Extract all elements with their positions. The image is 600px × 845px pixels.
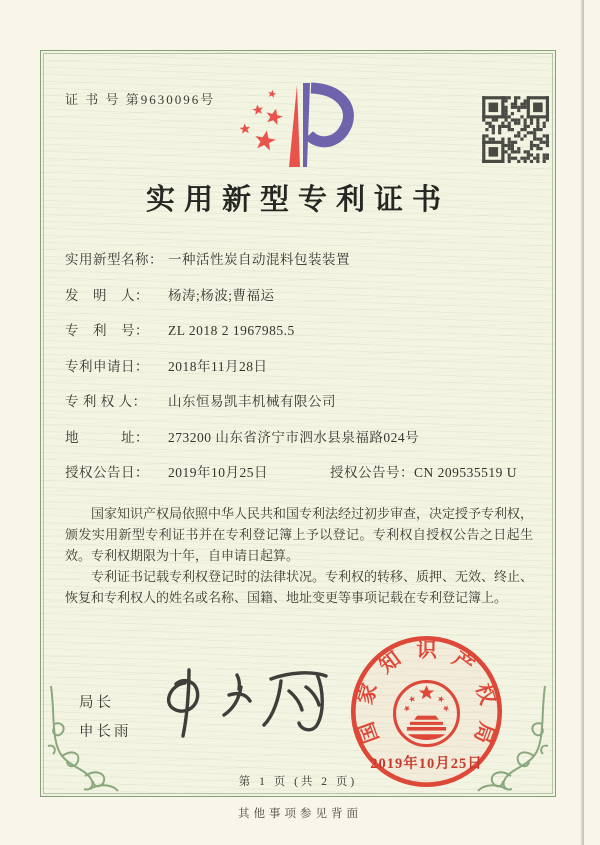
officer-title: 局长 — [79, 695, 114, 711]
field-value: 2019年10月25日 — [168, 465, 268, 480]
cnipa-logo-icon — [232, 73, 364, 175]
svg-text:产: 产 — [447, 647, 478, 678]
commissioner-signature — [153, 663, 353, 743]
field-value: 一种活性炭自动混料包装装置 — [168, 252, 350, 267]
seal-date: 2019年10月25日 — [370, 756, 483, 772]
field-label: 授权公告日： — [65, 465, 149, 480]
field-value: 273200 山东省济宁市泗水县泉福路024号 — [168, 429, 420, 445]
certificate-frame — [40, 50, 556, 797]
qr-code — [479, 93, 549, 163]
field-filing-date — [65, 358, 535, 375]
field-utility-name — [65, 251, 535, 268]
field-value: 杨涛;杨波;曹福运 — [168, 287, 275, 303]
field-grant-info — [65, 464, 535, 481]
svg-text:权: 权 — [471, 681, 499, 708]
svg-text:国: 国 — [355, 718, 384, 746]
legal-text — [65, 503, 533, 608]
field-patentee — [65, 393, 535, 410]
field-value: 2018年11月28日 — [168, 358, 268, 374]
svg-text:家: 家 — [354, 681, 382, 708]
field-label: 专利申请日： — [65, 358, 149, 374]
field-value: CN 209535519 U — [414, 465, 518, 480]
field-label: 地 址： — [65, 429, 149, 445]
field-label: 实用新型名称： — [65, 252, 163, 267]
svg-text:知: 知 — [375, 647, 406, 678]
legal-paragraph-2: 专利证书记载专利权登记时的法律状况。专利权的转移、质押、无效、终止、恢复和专利权人的姓名或名称、国籍、地址变更等事项记载在专利登记簿上。 — [65, 569, 534, 606]
field-patent-number — [65, 322, 535, 339]
field-address — [65, 429, 535, 446]
field-label: 授权公告号： — [330, 465, 414, 480]
officer-name: 申长雨 — [79, 724, 132, 740]
scan-edge-shadow — [581, 0, 584, 845]
certificate-title: 实用新型专利证书 — [145, 184, 450, 216]
back-side-note: 其他事项参见背面 — [238, 808, 362, 820]
field-value: ZL 2018 2 1967985.5 — [168, 323, 295, 338]
svg-text:局: 局 — [469, 718, 498, 746]
patent-fields — [65, 251, 535, 500]
field-grant-number — [330, 464, 517, 481]
field-label: 专 利 号： — [65, 323, 149, 338]
certificate-number: 证 书 号 第9630096号 — [65, 92, 216, 107]
page-number: 第 1 页 (共 2 页) — [238, 776, 358, 788]
legal-paragraph-1: 国家知识产权局依照中华人民共和国专利法经过初步审查，决定授予专利权，颁发实用新型专利证书并在专利登记簿上予以登记。专利权自授权公告之日起生效。专利权期限为十年，自申请日起算。 — [65, 506, 534, 564]
svg-text:识: 识 — [416, 639, 437, 662]
field-label: 发 明 人： — [65, 287, 149, 303]
field-inventors — [65, 287, 535, 304]
field-value: 山东恒易凯丰机械有限公司 — [168, 394, 336, 409]
field-label: 专 利 权 人： — [65, 394, 147, 409]
